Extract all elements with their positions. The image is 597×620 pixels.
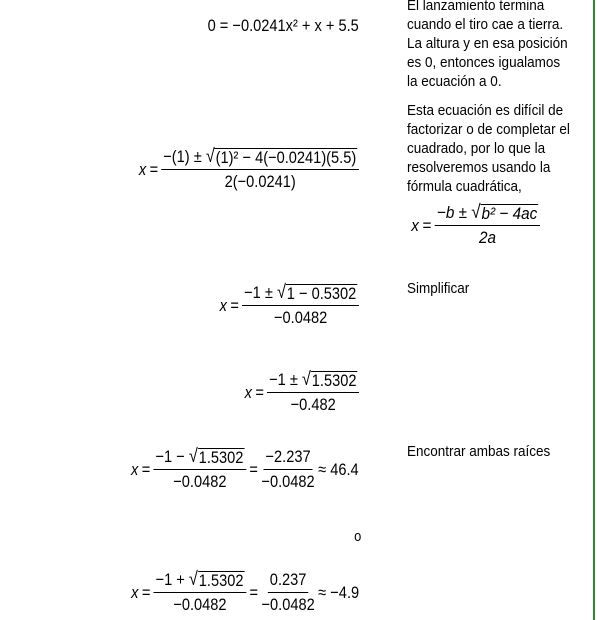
explanation-2-text: Esta ecuación es difícil de factorizar o de completar el cuadrado, por lo que la resolveremos usando la fórmula cuadrática, xyxy=(407,102,570,195)
label-encontrar-raices xyxy=(407,442,574,461)
equation-text: 0 = −0.0241x² + x + 5.5 xyxy=(207,16,359,35)
denominator: 2a xyxy=(479,228,497,247)
quadratic-formula xyxy=(411,203,540,248)
fraction xyxy=(261,570,314,615)
fraction xyxy=(162,147,359,192)
sqrt: √ 1.5302 xyxy=(189,446,244,467)
equation-set-zero xyxy=(208,16,359,36)
explanation-1-text: El lanzamiento termina cuando el tiro cae a tierra. La altura y en esa posición es 0, entonces igualamos la ecuación a 0. xyxy=(407,0,568,90)
fraction xyxy=(154,447,246,492)
fraction xyxy=(243,283,359,328)
denominator: 2(−0.0241) xyxy=(224,172,296,191)
denominator: −0.0482 xyxy=(274,308,328,327)
result: ≈ −4.9 xyxy=(318,582,359,602)
equals-sign: = xyxy=(149,159,159,179)
denominator: −0.0482 xyxy=(173,595,227,614)
fraction xyxy=(154,570,246,615)
result: ≈ 46.4 xyxy=(318,459,359,479)
sqrt: √ 1.5302 xyxy=(301,369,357,390)
sqrt: √ b² − 4ac xyxy=(471,202,538,223)
variable-x: x xyxy=(138,159,147,179)
sqrt: √ 1 − 0.5302 xyxy=(277,282,357,303)
numerator: −1 ± √ 1 − 0.5302 xyxy=(243,283,359,306)
label-simplificar-text: Simplificar xyxy=(407,280,470,297)
denominator: −0.0482 xyxy=(261,595,315,614)
sqrt: √ (1)² − 4(−0.0241)(5.5) xyxy=(206,146,357,167)
numerator: −b ± √ b² − 4ac xyxy=(435,203,540,226)
equation-substituted xyxy=(139,147,359,192)
sqrt: √ 1.5302 xyxy=(188,569,244,590)
numerator: −1 + √ 1.5302 xyxy=(154,570,246,593)
equation-root-1: x = −1 − √ 1.5302 −0.0482 = $\frac{-2.237}{-0.0482}$ ≈ 46.4 xyxy=(131,446,359,491)
equation-simplified-2: x = −1 ± √ 1.5302 −0.482 xyxy=(245,370,359,415)
equation-simplified-1: x = −1 ± √ 1 − 0.5302 −0.0482 xyxy=(220,283,359,328)
fraction xyxy=(267,370,359,415)
numerator: −2.237 xyxy=(264,447,313,470)
denominator: −0.482 xyxy=(290,395,336,414)
label-simplificar xyxy=(407,279,574,298)
label-encontrar-text: Encontrar ambas raíces xyxy=(407,443,551,460)
numerator: −(1) ± √ (1)² − 4(−0.0241)(5.5) xyxy=(162,147,359,170)
variable-x: x xyxy=(411,215,419,235)
numerator: −1 − √ 1.5302 xyxy=(154,447,246,470)
explanation-2 xyxy=(407,101,574,196)
fraction xyxy=(262,447,315,492)
denominator: −0.0482 xyxy=(173,472,227,491)
equals-sign: = xyxy=(422,215,432,235)
numerator: −1 ± √ 1.5302 xyxy=(267,370,359,393)
denominator: −0.0482 xyxy=(261,472,316,491)
fraction xyxy=(435,203,540,248)
numerator: 0.237 xyxy=(268,570,308,593)
conjunction-o: o xyxy=(353,528,361,545)
explanation-1 xyxy=(407,0,574,91)
equation-root-2: x = −1 + √ 1.5302 −0.0482 = $\frac{0.237}{-0.0482}$ ≈ −4.9 xyxy=(130,569,359,614)
